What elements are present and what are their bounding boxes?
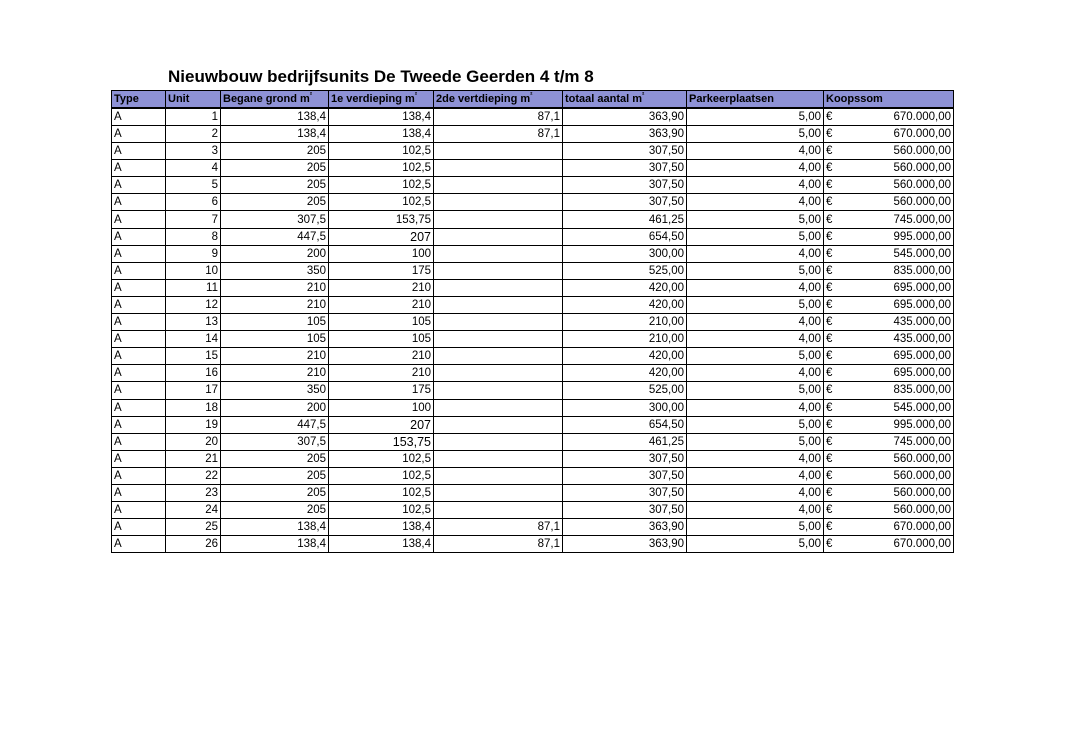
cell-unit[interactable]: 9 (166, 245, 221, 262)
cell-begane-grond[interactable]: 210 (221, 279, 329, 296)
cell-type[interactable]: A (112, 296, 166, 313)
cell-type[interactable]: A (112, 502, 166, 519)
header-type-label: Type (114, 93, 139, 105)
table-row (112, 519, 954, 536)
cell-unit[interactable]: 15 (166, 348, 221, 365)
cell-1e-verdieping[interactable]: 210 (329, 296, 434, 313)
header-begane-grond-label: Begane grond m (223, 93, 310, 105)
cell-1e-verdieping[interactable]: 153,75 (329, 433, 434, 450)
cell-unit[interactable]: 6 (166, 194, 221, 211)
cell-koopsom[interactable]: 435.000,00 (842, 314, 954, 331)
cell-currency[interactable]: € (824, 433, 842, 450)
cell-2de-verdieping[interactable] (434, 399, 563, 416)
cell-currency[interactable]: € (824, 502, 842, 519)
cell-currency[interactable]: € (824, 279, 842, 296)
cell-koopsom[interactable]: 435.000,00 (842, 331, 954, 348)
cell-currency[interactable]: € (824, 262, 842, 279)
header-unit[interactable] (166, 91, 221, 109)
cell-1e-verdieping[interactable]: 102,5 (329, 143, 434, 160)
cell-begane-grond[interactable]: 200 (221, 245, 329, 262)
cell-type[interactable]: A (112, 160, 166, 177)
cell-koopsom[interactable]: 545.000,00 (842, 245, 954, 262)
table-row (112, 433, 954, 450)
cell-unit[interactable]: 23 (166, 484, 221, 501)
cell-1e-verdieping[interactable]: 105 (329, 314, 434, 331)
cell-parkeerplaatsen[interactable]: 4,00 (687, 450, 824, 467)
cell-parkeerplaatsen[interactable]: 5,00 (687, 296, 824, 313)
cell-totaal[interactable]: 525,00 (563, 262, 687, 279)
cell-unit[interactable]: 7 (166, 211, 221, 228)
cell-begane-grond[interactable]: 205 (221, 160, 329, 177)
cell-1e-verdieping[interactable]: 175 (329, 262, 434, 279)
cell-totaal[interactable]: 300,00 (563, 399, 687, 416)
cell-begane-grond[interactable]: 105 (221, 331, 329, 348)
cell-type[interactable]: A (112, 331, 166, 348)
cell-type[interactable]: A (112, 108, 166, 126)
cell-type[interactable]: A (112, 519, 166, 536)
cell-parkeerplaatsen[interactable]: 4,00 (687, 484, 824, 501)
cell-parkeerplaatsen[interactable]: 5,00 (687, 348, 824, 365)
cell-unit[interactable]: 10 (166, 262, 221, 279)
cell-parkeerplaatsen[interactable]: 5,00 (687, 536, 824, 553)
cell-koopsom[interactable]: 695.000,00 (842, 365, 954, 382)
header-1e-verdieping[interactable] (329, 91, 434, 109)
cell-begane-grond[interactable]: 205 (221, 450, 329, 467)
cell-begane-grond[interactable]: 205 (221, 502, 329, 519)
cell-totaal[interactable]: 420,00 (563, 279, 687, 296)
cell-koopsom[interactable]: 560.000,00 (842, 484, 954, 501)
cell-koopsom[interactable]: 560.000,00 (842, 467, 954, 484)
cell-type[interactable]: A (112, 416, 166, 433)
cell-type[interactable]: A (112, 314, 166, 331)
table-row (112, 228, 954, 245)
cell-2de-verdieping[interactable]: 87,1 (434, 126, 563, 143)
cell-unit[interactable]: 19 (166, 416, 221, 433)
header-koopsom-label: Koopssom (826, 93, 883, 105)
cell-type[interactable]: A (112, 143, 166, 160)
table-row (112, 450, 954, 467)
cell-type[interactable]: A (112, 382, 166, 399)
table-row (112, 502, 954, 519)
cell-1e-verdieping[interactable]: 102,5 (329, 177, 434, 194)
cell-2de-verdieping[interactable] (434, 279, 563, 296)
cell-1e-verdieping[interactable]: 102,5 (329, 450, 434, 467)
cell-1e-verdieping[interactable]: 102,5 (329, 194, 434, 211)
table-body (112, 108, 954, 553)
cell-parkeerplaatsen[interactable]: 4,00 (687, 399, 824, 416)
cell-koopsom[interactable]: 835.000,00 (842, 382, 954, 399)
cell-unit[interactable]: 25 (166, 519, 221, 536)
superscript-2: ² (414, 92, 418, 99)
superscript-2: ² (309, 92, 313, 99)
cell-currency[interactable]: € (824, 348, 842, 365)
table-row (112, 160, 954, 177)
header-parkeerplaatsen-label: Parkeerplaatsen (689, 93, 774, 105)
cell-unit[interactable]: 1 (166, 108, 221, 126)
cell-totaal[interactable]: 307,50 (563, 194, 687, 211)
cell-unit[interactable]: 22 (166, 467, 221, 484)
table-row (112, 484, 954, 501)
cell-parkeerplaatsen[interactable]: 4,00 (687, 314, 824, 331)
cell-unit[interactable]: 11 (166, 279, 221, 296)
cell-begane-grond[interactable]: 205 (221, 467, 329, 484)
cell-2de-verdieping[interactable] (434, 228, 563, 245)
cell-2de-verdieping[interactable] (434, 450, 563, 467)
cell-unit[interactable]: 12 (166, 296, 221, 313)
cell-type[interactable]: A (112, 484, 166, 501)
cell-currency[interactable]: € (824, 126, 842, 143)
cell-2de-verdieping[interactable]: 87,1 (434, 519, 563, 536)
cell-2de-verdieping[interactable]: 87,1 (434, 108, 563, 126)
cell-unit[interactable]: 14 (166, 331, 221, 348)
table-row (112, 126, 954, 143)
cell-type[interactable]: A (112, 177, 166, 194)
cell-type[interactable]: A (112, 433, 166, 450)
cell-totaal[interactable]: 307,50 (563, 143, 687, 160)
cell-koopsom[interactable]: 560.000,00 (842, 450, 954, 467)
cell-totaal[interactable]: 420,00 (563, 348, 687, 365)
cell-unit[interactable]: 5 (166, 177, 221, 194)
cell-koopsom[interactable]: 560.000,00 (842, 502, 954, 519)
cell-koopsom[interactable]: 670.000,00 (842, 108, 954, 126)
header-type[interactable] (112, 91, 166, 109)
cell-currency[interactable]: € (824, 177, 842, 194)
cell-parkeerplaatsen[interactable]: 5,00 (687, 433, 824, 450)
cell-begane-grond[interactable]: 447,5 (221, 416, 329, 433)
table-row (112, 279, 954, 296)
header-totaal-label: totaal aantal m (565, 93, 643, 105)
cell-currency[interactable]: € (824, 108, 842, 126)
cell-2de-verdieping[interactable] (434, 177, 563, 194)
cell-totaal[interactable]: 210,00 (563, 331, 687, 348)
cell-2de-verdieping[interactable]: 87,1 (434, 536, 563, 553)
cell-begane-grond[interactable]: 350 (221, 382, 329, 399)
cell-parkeerplaatsen[interactable]: 4,00 (687, 245, 824, 262)
cell-parkeerplaatsen[interactable]: 4,00 (687, 177, 824, 194)
cell-currency[interactable]: € (824, 211, 842, 228)
cell-1e-verdieping[interactable]: 210 (329, 348, 434, 365)
cell-koopsom[interactable]: 745.000,00 (842, 211, 954, 228)
cell-koopsom[interactable]: 560.000,00 (842, 143, 954, 160)
cell-totaal[interactable]: 300,00 (563, 245, 687, 262)
header-begane-grond[interactable] (221, 91, 329, 109)
cell-koopsom[interactable]: 560.000,00 (842, 177, 954, 194)
cell-begane-grond[interactable]: 138,4 (221, 519, 329, 536)
cell-parkeerplaatsen[interactable]: 5,00 (687, 126, 824, 143)
cell-2de-verdieping[interactable] (434, 382, 563, 399)
table-row (112, 245, 954, 262)
cell-type[interactable]: A (112, 211, 166, 228)
cell-totaal[interactable]: 307,50 (563, 450, 687, 467)
cell-unit[interactable]: 20 (166, 433, 221, 450)
table-row (112, 399, 954, 416)
cell-parkeerplaatsen[interactable]: 4,00 (687, 194, 824, 211)
table-row (112, 143, 954, 160)
cell-type[interactable]: A (112, 228, 166, 245)
cell-begane-grond[interactable]: 307,5 (221, 211, 329, 228)
cell-currency[interactable]: € (824, 536, 842, 553)
header-parkeerplaatsen[interactable] (687, 91, 824, 109)
superscript-2: ² (642, 92, 645, 99)
cell-currency[interactable]: € (824, 296, 842, 313)
units-table (111, 90, 954, 553)
cell-koopsom[interactable]: 695.000,00 (842, 348, 954, 365)
table-row (112, 536, 954, 553)
table-row (112, 314, 954, 331)
cell-2de-verdieping[interactable] (434, 348, 563, 365)
cell-parkeerplaatsen[interactable]: 4,00 (687, 160, 824, 177)
cell-unit[interactable]: 2 (166, 126, 221, 143)
cell-begane-grond[interactable]: 205 (221, 177, 329, 194)
cell-koopsom[interactable]: 545.000,00 (842, 399, 954, 416)
cell-unit[interactable]: 13 (166, 314, 221, 331)
cell-begane-grond[interactable]: 138,4 (221, 126, 329, 143)
cell-koopsom[interactable]: 670.000,00 (842, 536, 954, 553)
cell-1e-verdieping[interactable]: 153,75 (329, 211, 434, 228)
cell-currency[interactable]: € (824, 314, 842, 331)
cell-1e-verdieping[interactable]: 102,5 (329, 467, 434, 484)
cell-1e-verdieping[interactable]: 138,4 (329, 536, 434, 553)
cell-1e-verdieping[interactable]: 138,4 (329, 108, 434, 126)
cell-currency[interactable]: € (824, 228, 842, 245)
header-row (112, 91, 954, 109)
cell-currency[interactable]: € (824, 194, 842, 211)
superscript-2: ² (530, 92, 533, 99)
cell-parkeerplaatsen[interactable]: 4,00 (687, 502, 824, 519)
cell-parkeerplaatsen[interactable]: 5,00 (687, 416, 824, 433)
cell-type[interactable]: A (112, 365, 166, 382)
cell-begane-grond[interactable]: 205 (221, 484, 329, 501)
cell-koopsom[interactable]: 670.000,00 (842, 519, 954, 536)
cell-2de-verdieping[interactable] (434, 143, 563, 160)
cell-parkeerplaatsen[interactable]: 4,00 (687, 143, 824, 160)
cell-type[interactable]: A (112, 450, 166, 467)
cell-type[interactable]: A (112, 126, 166, 143)
cell-begane-grond[interactable]: 307,5 (221, 433, 329, 450)
cell-koopsom[interactable]: 835.000,00 (842, 262, 954, 279)
cell-unit[interactable]: 16 (166, 365, 221, 382)
cell-totaal[interactable]: 461,25 (563, 433, 687, 450)
cell-unit[interactable]: 3 (166, 143, 221, 160)
cell-type[interactable]: A (112, 194, 166, 211)
cell-1e-verdieping[interactable]: 138,4 (329, 519, 434, 536)
table-row (112, 382, 954, 399)
header-koopsom[interactable] (824, 91, 954, 109)
cell-1e-verdieping[interactable]: 175 (329, 382, 434, 399)
cell-parkeerplaatsen[interactable]: 4,00 (687, 365, 824, 382)
cell-parkeerplaatsen[interactable]: 5,00 (687, 108, 824, 126)
cell-type[interactable]: A (112, 348, 166, 365)
cell-parkeerplaatsen[interactable]: 5,00 (687, 262, 824, 279)
cell-begane-grond[interactable]: 105 (221, 314, 329, 331)
cell-2de-verdieping[interactable] (434, 245, 563, 262)
cell-begane-grond[interactable]: 210 (221, 348, 329, 365)
table-row (112, 194, 954, 211)
cell-currency[interactable]: € (824, 331, 842, 348)
cell-currency[interactable]: € (824, 382, 842, 399)
header-1e-verdieping-label: 1e verdieping m (331, 93, 415, 105)
cell-koopsom[interactable]: 995.000,00 (842, 416, 954, 433)
cell-koopsom[interactable]: 560.000,00 (842, 160, 954, 177)
cell-begane-grond[interactable]: 205 (221, 194, 329, 211)
cell-parkeerplaatsen[interactable]: 4,00 (687, 331, 824, 348)
cell-currency[interactable]: € (824, 467, 842, 484)
cell-totaal[interactable]: 461,25 (563, 211, 687, 228)
cell-type[interactable]: A (112, 399, 166, 416)
cell-currency[interactable]: € (824, 450, 842, 467)
cell-koopsom[interactable]: 695.000,00 (842, 296, 954, 313)
cell-totaal[interactable]: 307,50 (563, 177, 687, 194)
cell-1e-verdieping[interactable]: 207 (329, 416, 434, 433)
cell-currency[interactable]: € (824, 160, 842, 177)
cell-totaal[interactable]: 307,50 (563, 484, 687, 501)
cell-2de-verdieping[interactable] (434, 314, 563, 331)
table-row (112, 331, 954, 348)
cell-koopsom[interactable]: 560.000,00 (842, 194, 954, 211)
cell-unit[interactable]: 24 (166, 502, 221, 519)
cell-type[interactable]: A (112, 245, 166, 262)
table-row (112, 348, 954, 365)
cell-2de-verdieping[interactable] (434, 484, 563, 501)
cell-totaal[interactable]: 307,50 (563, 160, 687, 177)
cell-unit[interactable]: 8 (166, 228, 221, 245)
cell-1e-verdieping[interactable]: 102,5 (329, 484, 434, 501)
cell-totaal[interactable]: 654,50 (563, 228, 687, 245)
cell-koopsom[interactable]: 745.000,00 (842, 433, 954, 450)
table-row (112, 467, 954, 484)
page-title: Nieuwbouw bedrijfsunits De Tweede Geerden 4 t/m 8 (168, 67, 594, 86)
cell-type[interactable]: A (112, 536, 166, 553)
cell-2de-verdieping[interactable] (434, 365, 563, 382)
cell-currency[interactable]: € (824, 399, 842, 416)
cell-2de-verdieping[interactable] (434, 194, 563, 211)
cell-2de-verdieping[interactable] (434, 331, 563, 348)
cell-totaal[interactable]: 654,50 (563, 416, 687, 433)
cell-currency[interactable]: € (824, 143, 842, 160)
cell-2de-verdieping[interactable] (434, 502, 563, 519)
cell-2de-verdieping[interactable] (434, 467, 563, 484)
header-unit-label: Unit (168, 93, 190, 105)
cell-totaal[interactable]: 420,00 (563, 365, 687, 382)
cell-1e-verdieping[interactable]: 138,4 (329, 126, 434, 143)
header-totaal[interactable] (563, 91, 687, 109)
cell-begane-grond[interactable]: 350 (221, 262, 329, 279)
header-2de-verdieping-label: 2de vertdieping m (436, 93, 531, 105)
cell-parkeerplaatsen[interactable]: 5,00 (687, 382, 824, 399)
cell-koopsom[interactable]: 670.000,00 (842, 126, 954, 143)
cell-koopsom[interactable]: 695.000,00 (842, 279, 954, 296)
cell-type[interactable]: A (112, 262, 166, 279)
cell-totaal[interactable]: 525,00 (563, 382, 687, 399)
cell-begane-grond[interactable]: 205 (221, 143, 329, 160)
cell-totaal[interactable]: 363,90 (563, 519, 687, 536)
cell-begane-grond[interactable]: 447,5 (221, 228, 329, 245)
cell-begane-grond[interactable]: 138,4 (221, 536, 329, 553)
cell-parkeerplaatsen[interactable]: 4,00 (687, 279, 824, 296)
cell-unit[interactable]: 4 (166, 160, 221, 177)
cell-2de-verdieping[interactable] (434, 160, 563, 177)
cell-1e-verdieping[interactable]: 210 (329, 279, 434, 296)
cell-totaal[interactable]: 363,90 (563, 536, 687, 553)
cell-begane-grond[interactable]: 210 (221, 365, 329, 382)
cell-totaal[interactable]: 307,50 (563, 502, 687, 519)
cell-currency[interactable]: € (824, 365, 842, 382)
cell-totaal[interactable]: 363,90 (563, 108, 687, 126)
cell-currency[interactable]: € (824, 416, 842, 433)
cell-parkeerplaatsen[interactable]: 5,00 (687, 228, 824, 245)
cell-unit[interactable]: 26 (166, 536, 221, 553)
cell-2de-verdieping[interactable] (434, 211, 563, 228)
table-row (112, 108, 954, 126)
cell-1e-verdieping[interactable]: 105 (329, 331, 434, 348)
cell-type[interactable]: A (112, 279, 166, 296)
header-2de-verdieping[interactable] (434, 91, 563, 109)
cell-1e-verdieping[interactable]: 207 (329, 228, 434, 245)
cell-koopsom[interactable]: 995.000,00 (842, 228, 954, 245)
cell-2de-verdieping[interactable] (434, 433, 563, 450)
cell-2de-verdieping[interactable] (434, 296, 563, 313)
cell-1e-verdieping[interactable]: 100 (329, 399, 434, 416)
cell-totaal[interactable]: 420,00 (563, 296, 687, 313)
cell-parkeerplaatsen[interactable]: 4,00 (687, 467, 824, 484)
table-row (112, 211, 954, 228)
cell-unit[interactable]: 21 (166, 450, 221, 467)
cell-begane-grond[interactable]: 210 (221, 296, 329, 313)
cell-parkeerplaatsen[interactable]: 5,00 (687, 211, 824, 228)
cell-1e-verdieping[interactable]: 210 (329, 365, 434, 382)
cell-currency[interactable]: € (824, 519, 842, 536)
cell-2de-verdieping[interactable] (434, 262, 563, 279)
cell-currency[interactable]: € (824, 484, 842, 501)
cell-totaal[interactable]: 363,90 (563, 126, 687, 143)
table-row (112, 365, 954, 382)
cell-parkeerplaatsen[interactable]: 5,00 (687, 519, 824, 536)
table-row (112, 177, 954, 194)
cell-unit[interactable]: 18 (166, 399, 221, 416)
cell-begane-grond[interactable]: 200 (221, 399, 329, 416)
cell-2de-verdieping[interactable] (434, 416, 563, 433)
table-row (112, 296, 954, 313)
table-row (112, 262, 954, 279)
table-row (112, 416, 954, 433)
cell-currency[interactable]: € (824, 245, 842, 262)
cell-1e-verdieping[interactable]: 102,5 (329, 502, 434, 519)
cell-totaal[interactable]: 210,00 (563, 314, 687, 331)
cell-unit[interactable]: 17 (166, 382, 221, 399)
cell-1e-verdieping[interactable]: 102,5 (329, 160, 434, 177)
cell-1e-verdieping[interactable]: 100 (329, 245, 434, 262)
cell-type[interactable]: A (112, 467, 166, 484)
cell-begane-grond[interactable]: 138,4 (221, 108, 329, 126)
cell-totaal[interactable]: 307,50 (563, 467, 687, 484)
